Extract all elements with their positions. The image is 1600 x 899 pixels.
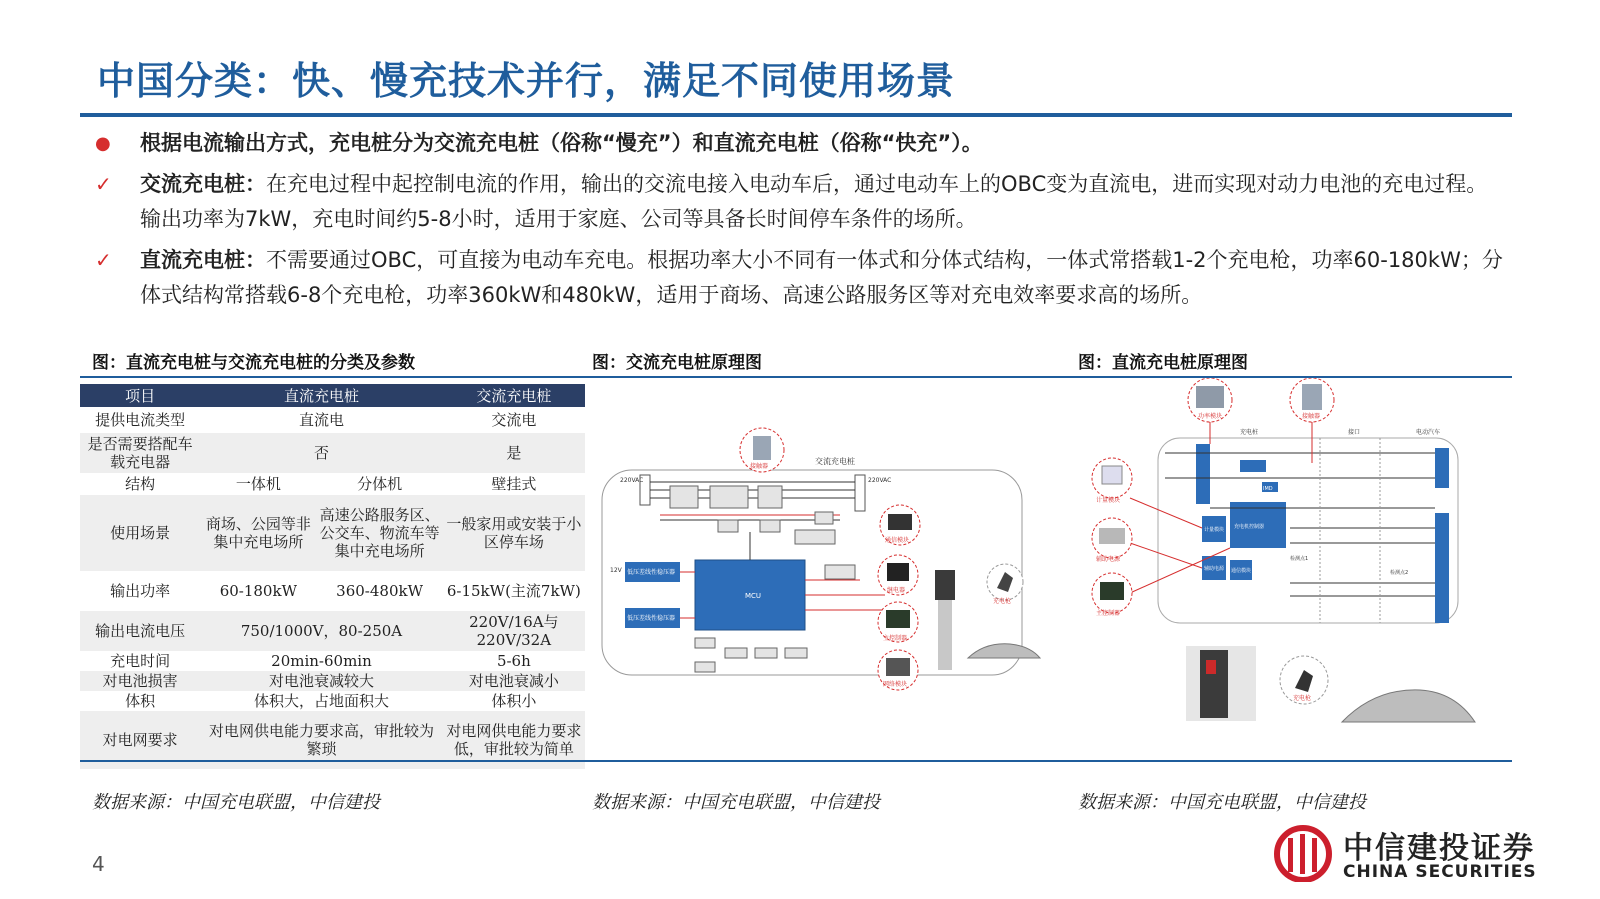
table-row [80, 433, 585, 473]
table-cell: 充电时间 [110, 652, 171, 670]
comm-module-icon [888, 514, 912, 530]
bullet-main [95, 126, 1505, 161]
table-cell: 输出功率 [110, 582, 171, 600]
table-cell: 体积 [125, 692, 156, 710]
table-cell: 220V/16A与220V/32A [443, 611, 585, 651]
table-cell: 提供电流类型 [95, 411, 186, 429]
controller-icon [1100, 582, 1124, 600]
ac-callout-label: 接触器 [750, 463, 769, 470]
ac-block [755, 648, 777, 658]
table-cell: 体积小 [491, 692, 537, 710]
dc-block [1240, 460, 1266, 472]
ac-out-220: 220VAC [868, 477, 892, 484]
network-module-icon [886, 658, 910, 676]
dc-source: 数据来源：中国充电联盟，中信建投 [1078, 792, 1366, 813]
bullet-dot-icon: ● [95, 133, 111, 154]
bullet-dc-head: 直流充电桩： [140, 248, 266, 272]
table-row [80, 611, 585, 651]
header-dc: 直流充电桩 [200, 384, 442, 407]
table-cell: 高速公路服务区、公交车、物流车等集中充电场所 [316, 495, 442, 571]
page-title: 中国分类：快、慢充技术并行，满足不同使用场景 [97, 59, 956, 103]
dc-diagram-caption: 图：直流充电桩原理图 [1078, 353, 1248, 373]
check-icon: ✓ [95, 172, 112, 196]
table-caption: 图：直流充电桩与交流充电桩的分类及参数 [92, 353, 415, 373]
ac-block [695, 662, 715, 672]
ac-block [710, 486, 748, 508]
bullet-main-text: 根据电流输出方式，充电桩分为交流充电桩（俗称“慢充”）和直流充电桩（俗称“快充”）。 [140, 131, 983, 155]
bullet-ac [95, 167, 1505, 237]
brand-name-en: CHINA SECURITIES [1343, 862, 1537, 882]
ac-callout-label: 网络模块 [883, 681, 908, 688]
ac-block [815, 512, 833, 524]
ac-block [825, 565, 855, 579]
check-icon: ✓ [95, 248, 112, 272]
dc-side-label: 辅助电源 [1096, 556, 1121, 563]
bullet-ac-body: 在充电过程中起控制电流的作用，输出的交流电接入电动车后，通过电动车上的OBC变为直流电，进而实现对动力电池的充电过程。输出功率为7kW，充电时间约5-8小时，适用于家庭、公司等具备长时间停车条件的场所。 [140, 172, 1488, 231]
table-row [80, 407, 585, 433]
table-source: 数据来源：中国充电联盟，中信建投 [92, 792, 380, 813]
brand-logo-icon [1270, 822, 1338, 882]
dc-board-label: 充电桩 [1240, 429, 1259, 436]
dc-car-label: 电动汽车 [1416, 429, 1441, 436]
dc-gun-label: 充电枪 [1293, 695, 1312, 702]
table-cell: 20min-60min [271, 652, 372, 670]
table-cell: 对电池衰减小 [443, 671, 585, 691]
ac-block [718, 520, 738, 532]
ac-callout-label: 主控制器 [883, 635, 908, 642]
dc-imd-label: IMD [1263, 486, 1273, 492]
ac-board-title: 交流充电桩 [815, 457, 855, 466]
table-cell: 交流电 [491, 411, 537, 429]
ac-block [670, 486, 698, 508]
table-header-row [80, 384, 585, 407]
ac-block [760, 520, 780, 532]
meter-icon [1102, 466, 1122, 484]
power-module-icon [1196, 386, 1224, 408]
dc-block-label: 充电机控制器 [1234, 524, 1265, 530]
ac-callout-label: 通信模块 [885, 537, 910, 544]
title-divider [80, 113, 1512, 117]
table-row [80, 671, 585, 691]
params-table [80, 384, 585, 769]
table-row [80, 495, 585, 571]
dc-vehicle-controller [1435, 513, 1449, 623]
table-cell: 对电池损害 [80, 671, 200, 691]
table-cell: 对电池衰减较大 [200, 671, 442, 691]
header-ac: 交流充电桩 [443, 384, 585, 407]
table-row [80, 473, 585, 495]
ac-callout-label: 继电器 [887, 587, 906, 594]
ac-diagram-caption: 图：交流充电桩原理图 [592, 353, 762, 373]
contactor-icon [753, 436, 771, 460]
relay-icon [887, 563, 909, 581]
ac-block [758, 486, 782, 508]
bullet-dc [95, 243, 1505, 313]
ac-diagram [600, 420, 1060, 710]
table-cell: 是否需要搭配车载充电器 [80, 433, 200, 473]
ac-12v-label: 12V [610, 567, 622, 574]
table-cell: 6-15kW(主流7kW) [446, 582, 581, 600]
table-cell: 直流电 [298, 411, 344, 429]
section-divider-bottom [80, 760, 1512, 762]
dc-pile-screen [1206, 660, 1216, 674]
table-cell: 结构 [125, 475, 156, 493]
table-cell: 商场、公园等非集中充电场所 [200, 495, 316, 571]
ac-source: 数据来源：中国充电联盟，中信建投 [592, 792, 880, 813]
table-cell: 360-480kW [336, 582, 423, 600]
table-cell: 分体机 [357, 475, 403, 493]
header-item: 项目 [80, 384, 200, 407]
table-cell: 对电网供电能力要求高，审批较为繁琐 [200, 711, 442, 769]
dc-top-label-2: 接触器 [1302, 413, 1321, 420]
table-cell: 对电网要求 [80, 711, 200, 769]
bullet-dc-body: 不需要通过OBC，可直接为电动车充电。根据功率大小不同有一体式和分体式结构，一体式常搭载1-2个充电枪，功率60-180kW；分体式结构常搭载6-8个充电枪，功率360kW和480kW，适用于商场、高速公路服务区等对充电效率要求高的场所。 [140, 248, 1503, 307]
table-cell: 输出电流电压 [80, 611, 200, 651]
car-icon [1342, 690, 1475, 722]
dc-diagram [1090, 378, 1500, 728]
table-row [80, 691, 585, 711]
table-cell: 使用场景 [80, 495, 200, 571]
table-cell: 一般家用或安装于小区停车场 [443, 495, 585, 571]
table-cell: 750/1000V，80-250A [200, 611, 442, 651]
bullet-list [95, 126, 1505, 319]
ac-mcu-label: MCU [745, 592, 762, 600]
table-cell: 壁挂式 [491, 475, 537, 493]
table-cell: 60-180kW [219, 582, 297, 600]
table-cell: 体积大，占地面积大 [253, 692, 389, 710]
ac-block [795, 530, 835, 544]
dc-block-label: 辅助电源 [1204, 566, 1225, 572]
table-cell: 是 [443, 433, 585, 473]
dc-block-label: 通信模块 [1231, 568, 1252, 574]
dc-check-point-2: 检测点2 [1390, 570, 1409, 576]
dc-block-label: 计量模块 [1204, 527, 1225, 533]
ac-pile-head [935, 570, 955, 600]
bullet-ac-head: 交流充电桩： [140, 172, 266, 196]
dc-battery-bar [1435, 448, 1449, 488]
table-cell: 5-6h [496, 652, 531, 670]
ac-ldo-1-label: 低压差线性稳压器 [627, 569, 676, 576]
table-cell: 一体机 [235, 475, 281, 493]
ac-block [695, 638, 715, 648]
table-cell: 对电网供电能力要求低，审批较为简单 [443, 711, 585, 769]
brand-name-cn: 中信建投证券 [1343, 831, 1535, 866]
dc-top-label-1: 功率模块 [1198, 413, 1223, 420]
ac-gun-label: 充电枪 [993, 598, 1012, 605]
page-number: 4 [92, 852, 105, 876]
ac-block [725, 648, 747, 658]
ac-in-220: 220VAC [620, 477, 644, 484]
dc-side-label: 主控制器 [1096, 610, 1121, 617]
ac-ldo-2-label: 低压差线性稳压器 [627, 615, 676, 622]
dc-side-label: 计量模块 [1096, 497, 1121, 504]
controller-icon [886, 610, 910, 628]
dc-check-point-1: 检测点1 [1290, 556, 1309, 562]
dc-port-label: 接口 [1348, 429, 1361, 436]
ac-block [785, 648, 807, 658]
aux-power-icon [1099, 528, 1125, 544]
contactor-icon [1302, 384, 1322, 410]
table-row [80, 571, 585, 611]
table-row [80, 651, 585, 671]
table-cell: 否 [200, 433, 442, 473]
